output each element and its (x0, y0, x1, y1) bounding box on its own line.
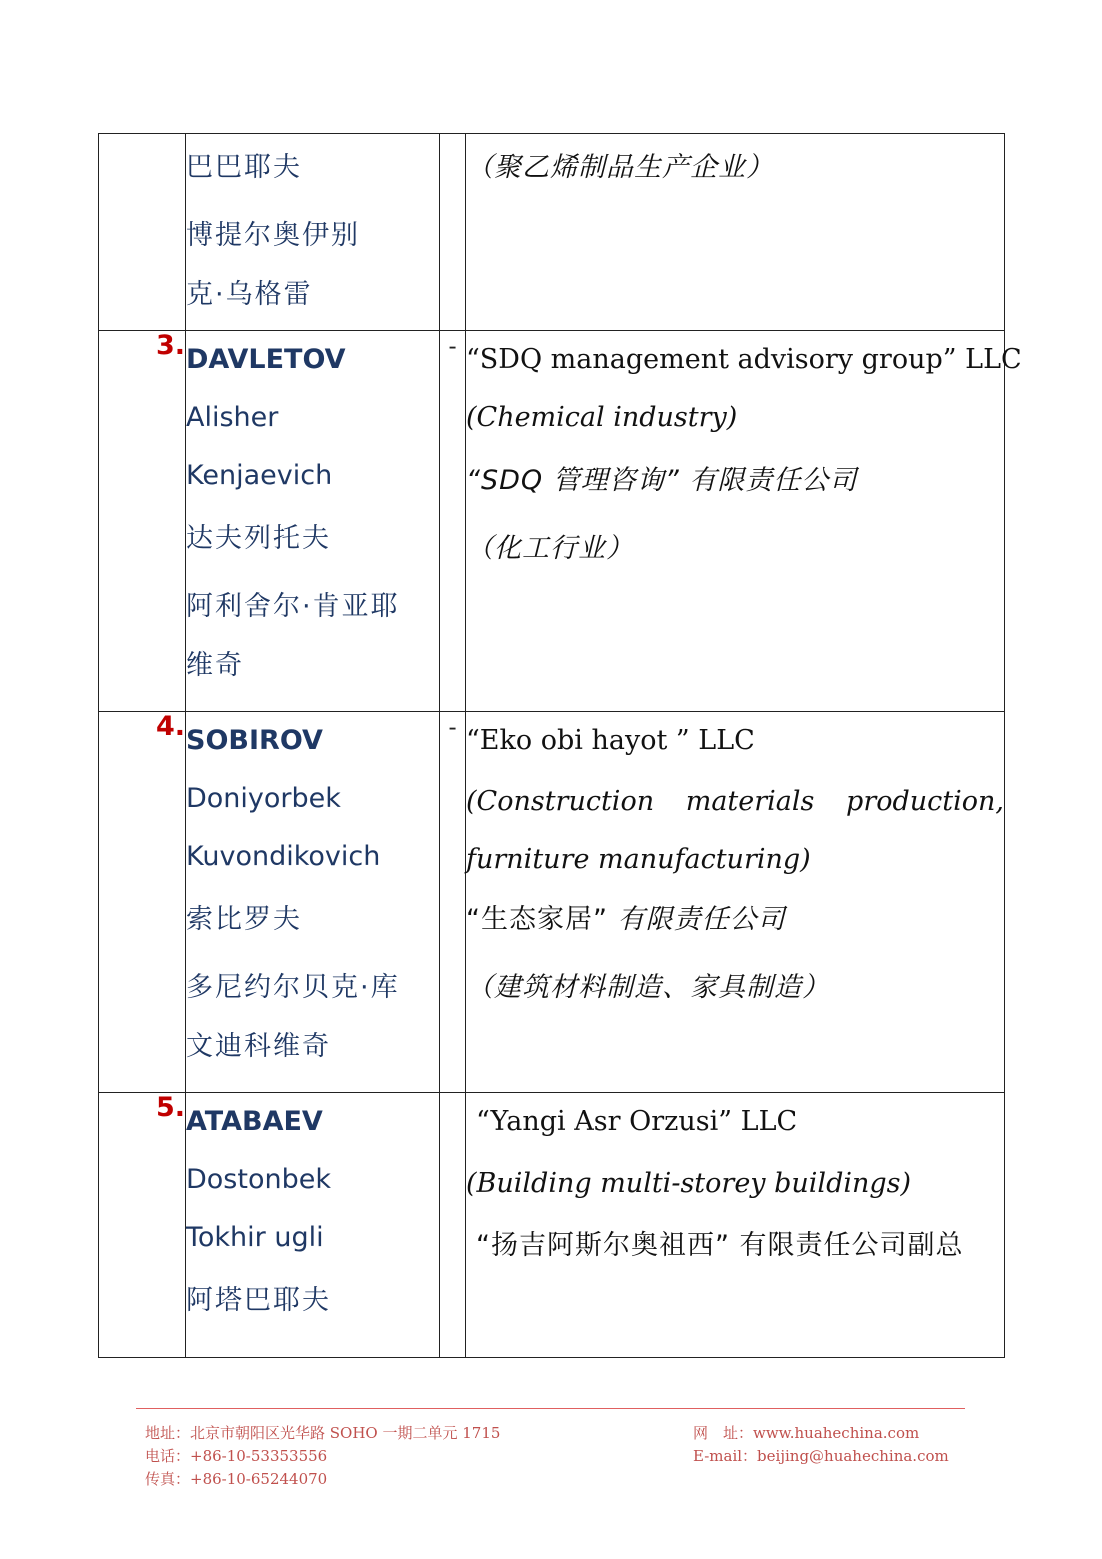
footer-fax: 传真：+86-10-65244070 (145, 1470, 328, 1488)
org-industry-en: (Chemical industry) (466, 402, 738, 433)
org-name-cn-quoted: “生态家居” (466, 904, 608, 935)
given-name-line: Tokhir ugli (186, 1222, 324, 1253)
name-cn-line: 阿利舍尔·肯亚耶 (186, 591, 400, 622)
org-industry-en: (Building multi-storey buildings) (466, 1168, 912, 1199)
row-number (99, 134, 186, 331)
name-cn-line: 阿塔巴耶夫 (186, 1285, 331, 1316)
name-cell (186, 712, 440, 1093)
row-dash (440, 1093, 466, 1358)
surname: ATABAEV (186, 1106, 323, 1137)
given-name-line: Dostonbek (186, 1164, 331, 1195)
footer-website-link[interactable]: 网 址：www.huahechina.com (693, 1424, 920, 1442)
row-number: 4. (99, 712, 186, 1093)
footer-phone: 电话：+86-10-53353556 (145, 1447, 328, 1465)
org-industry-en-line: (Construction materials production, (466, 786, 1004, 817)
org-cell (466, 1093, 1005, 1358)
org-name-cn-suffix: 有限责任公司 (607, 904, 786, 935)
table-row (99, 134, 1005, 331)
table-row (99, 1093, 1005, 1358)
row-dash (440, 134, 466, 331)
name-cell (186, 1093, 440, 1358)
org-cell (466, 331, 1022, 712)
footer-email-link[interactable]: E-mail：beijing@huahechina.com (693, 1447, 949, 1465)
org-cell (466, 134, 1005, 331)
org-industry-cn: （聚乙烯制品生产企业） (466, 152, 774, 183)
given-name-line: Alisher (186, 402, 279, 433)
row-number: 3. (99, 331, 186, 712)
table-row (99, 712, 1005, 1093)
org-industry-cn: （建筑材料制造、家具制造） (466, 972, 830, 1003)
org-name-en: “Yangi Asr Orzusi” LLC (476, 1106, 798, 1137)
name-cn-line: 多尼约尔贝克·库 (186, 972, 400, 1003)
org-name-cn (466, 886, 1004, 954)
org-title-cn: “扬吉阿斯尔奥祖西” 有限责任公司副总 (476, 1230, 964, 1261)
surname: SOBIROV (186, 725, 323, 756)
org-industry-en-line: furniture manufacturing) (466, 844, 811, 875)
row-dash: - (440, 331, 466, 712)
given-name-line: Kuvondikovich (186, 841, 381, 872)
org-name-en: “SDQ management advisory group” LLC (466, 344, 1022, 375)
org-industry-cn: （化工行业） (466, 533, 634, 564)
surname: DAVLETOV (186, 344, 346, 375)
org-name-en: “Eko obi hayot ” LLC (466, 725, 755, 756)
name-cell (186, 134, 440, 331)
name-cn-line: 克·乌格雷 (186, 279, 313, 310)
name-cn-line: 巴巴耶夫 (186, 152, 302, 183)
footer-address: 地址：北京市朝阳区光华路 SOHO 一期二单元 1715 (145, 1424, 501, 1442)
name-cell (186, 331, 440, 712)
footer-contact-left (145, 1422, 500, 1491)
given-name-line: Doniyorbek (186, 783, 341, 814)
footer-divider (136, 1408, 965, 1409)
row-dash: - (440, 712, 466, 1093)
org-cell (466, 712, 1005, 1093)
name-cn-line: 博提尔奥伊别 (186, 220, 360, 251)
name-cn-line: 达夫列托夫 (186, 523, 331, 554)
delegation-table (98, 133, 1022, 1358)
org-name-cn: “SDQ 管理咨询” 有限责任公司 (466, 465, 858, 496)
name-cn-line: 维奇 (186, 650, 244, 681)
name-cn-line: 索比罗夫 (186, 904, 302, 935)
given-name-line: Kenjaevich (186, 460, 333, 491)
table-row (99, 331, 1005, 712)
name-cn-line: 文迪科维奇 (186, 1031, 331, 1062)
footer-contact-right (693, 1422, 949, 1468)
row-number: 5. (99, 1093, 186, 1358)
